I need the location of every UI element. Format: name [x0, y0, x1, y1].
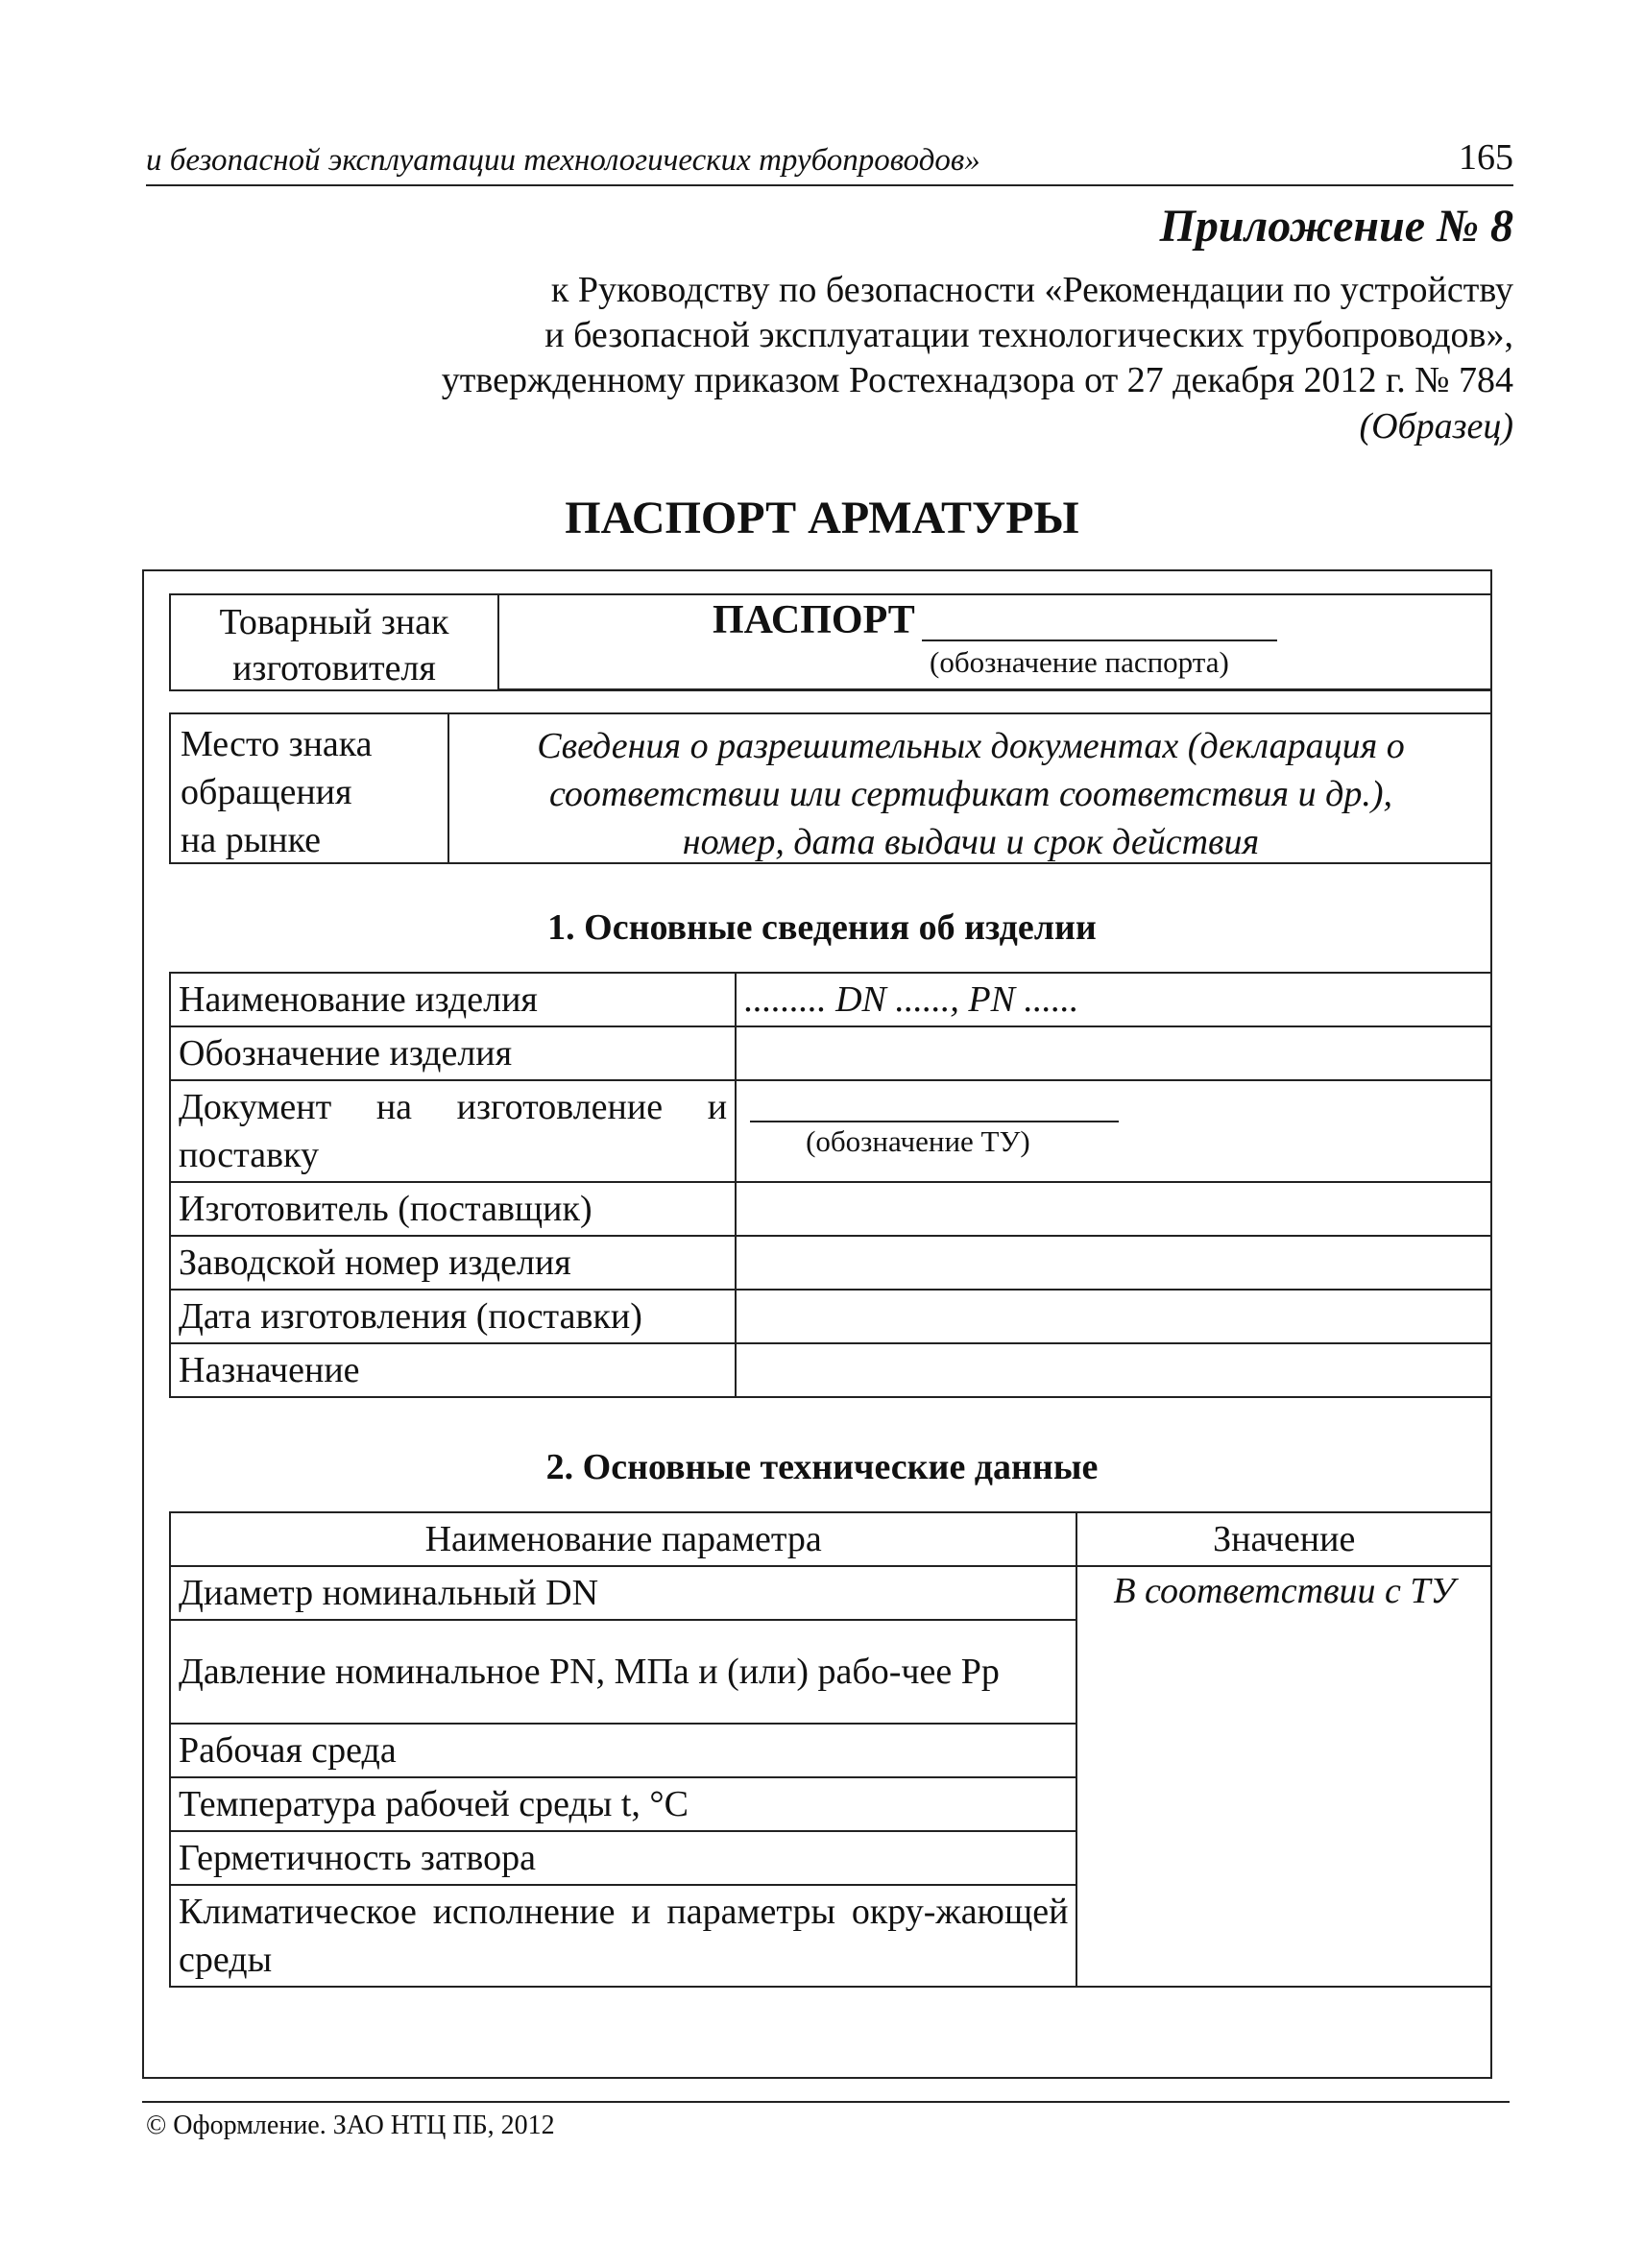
row-label: Наименование изделия — [170, 973, 736, 1026]
param-label: Климатическое исполнение и параметры окру-жающей среды — [170, 1885, 1076, 1987]
table-row — [170, 1236, 1491, 1290]
footer-copyright: © Оформление. ЗАО НТЦ ПБ, 2012 — [146, 2111, 555, 2140]
footer-rule — [142, 2101, 1510, 2103]
running-header-title: и безопасной эксплуатации технологических трубопроводов» — [146, 143, 980, 178]
row-label: Изготовитель (поставщик) — [170, 1182, 736, 1236]
param-label: Герметичность затвора — [170, 1831, 1076, 1885]
document-title: ПАСПОРТ АРМАТУРЫ — [565, 493, 1079, 543]
row-value[interactable] — [736, 1026, 1491, 1080]
row-label: Документ на изготовление и поставку — [170, 1080, 736, 1182]
trademark-line-2: изготовителя — [232, 648, 436, 688]
row-label: Заводской номер изделия — [170, 1236, 736, 1290]
appendix-line-3: утвержденному приказом Ростехнадзора от 27 декабря 2012 г. № 784 — [441, 360, 1513, 400]
param-label: Температура рабочей среды t, °С — [170, 1777, 1076, 1831]
technical-data-table — [169, 1511, 1492, 1988]
param-label: Диаметр номинальный DN — [170, 1566, 1076, 1620]
table-header-row — [170, 1512, 1491, 1566]
row-value[interactable] — [736, 1236, 1491, 1290]
trademark-cell — [169, 593, 499, 691]
product-info-table — [169, 972, 1492, 1398]
row-label: Назначение — [170, 1343, 736, 1397]
row-value[interactable]: ......... DN ......, PN ...... — [736, 973, 1491, 1026]
row-value[interactable] — [736, 1080, 1491, 1182]
market-mark-line-3: на рынке — [181, 820, 321, 860]
appendix-number: Приложение № 8 — [1159, 201, 1513, 252]
section-2-title: 2. Основные технические данные — [545, 1447, 1099, 1487]
table-row — [170, 1182, 1491, 1236]
table-row — [170, 1290, 1491, 1343]
section-1-title: 1. Основные сведения об изделии — [547, 907, 1097, 948]
table-row — [170, 1343, 1491, 1397]
market-mark-line-2: обращения — [181, 772, 352, 812]
row-label: Обозначение изделия — [170, 1026, 736, 1080]
permits-line-2: соответствии или сертификат соответствия и др.), — [549, 774, 1392, 814]
appendix-line-2: и безопасной эксплуатации технологических трубопроводов», — [544, 315, 1513, 355]
passport-caption: (обозначение паспорта) — [930, 645, 1229, 679]
param-label: Давление номинальное PN, МПа и (или) рабо-чее Pр — [170, 1620, 1076, 1724]
passport-label: ПАСПОРТ — [713, 598, 915, 642]
row-value[interactable] — [736, 1182, 1491, 1236]
row-value[interactable] — [736, 1343, 1491, 1397]
market-mark-table — [169, 712, 1492, 864]
table-row — [170, 1080, 1491, 1182]
permits-cell — [449, 722, 1492, 866]
market-mark-line-1: Место знака — [181, 724, 373, 764]
column-header-value: Значение — [1076, 1512, 1491, 1566]
passport-designation-cell — [499, 593, 1492, 691]
page-number: 165 — [1459, 137, 1513, 178]
value-cell[interactable]: В соответствии с ТУ — [1076, 1566, 1491, 1987]
param-label: Рабочая среда — [170, 1724, 1076, 1777]
trademark-line-1: Товарный знак — [219, 602, 449, 642]
appendix-line-1: к Руководству по безопасности «Рекомендации по устройству — [550, 270, 1513, 310]
permits-line-1: Сведения о разрешительных документах (декларация о — [537, 726, 1405, 766]
table-row — [170, 1026, 1491, 1080]
table-row — [170, 1566, 1491, 1620]
sample-label: (Образец) — [1359, 406, 1513, 446]
running-header — [146, 133, 1513, 186]
passport-designation-blank[interactable] — [922, 639, 1277, 641]
table-row — [170, 973, 1491, 1026]
permits-line-3: номер, дата выдачи и срок действия — [682, 822, 1260, 862]
column-header-param: Наименование параметра — [170, 1512, 1076, 1566]
tu-designation-blank[interactable] — [750, 1101, 1119, 1122]
row-label: Дата изготовления (поставки) — [170, 1290, 736, 1343]
row-value[interactable] — [736, 1290, 1491, 1343]
tu-caption: (обозначение ТУ) — [806, 1124, 1030, 1158]
